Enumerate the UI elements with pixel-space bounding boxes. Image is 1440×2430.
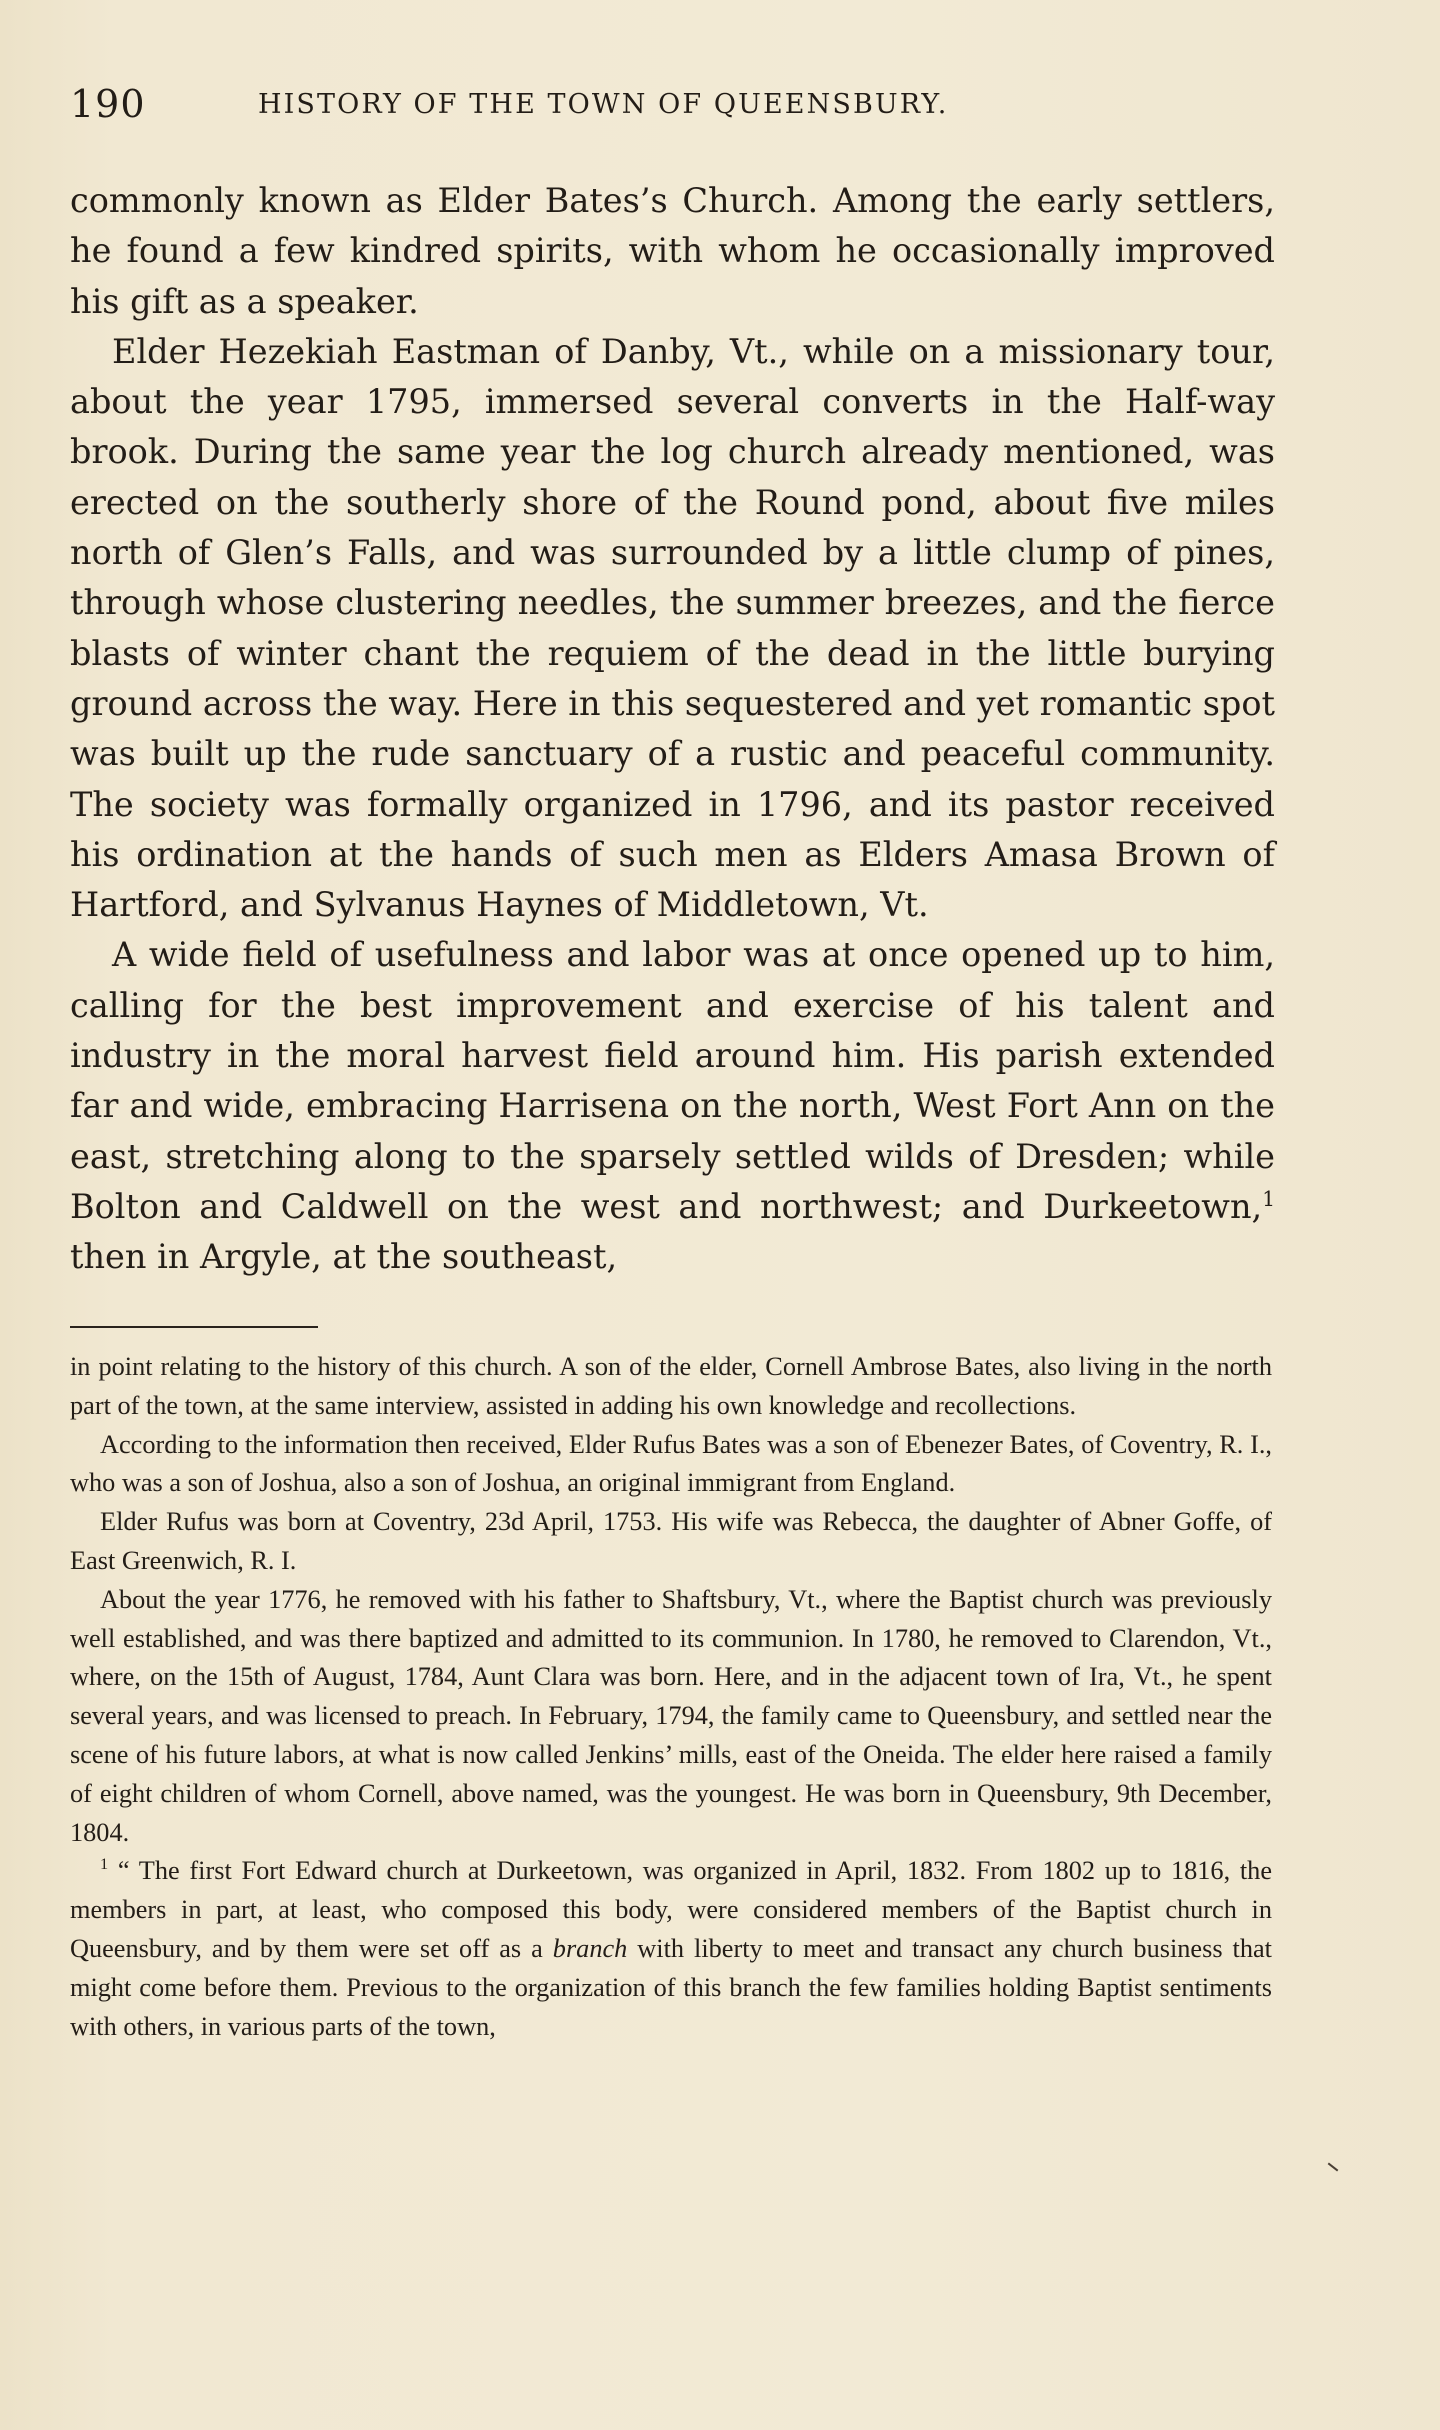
body-paragraph xyxy=(70,930,1275,1282)
body-paragraph: commonly known as Elder Bates’s Church. Among the early settlers, he found a few kindred spirits, with whom he occasionally improved his gift as a speaker. xyxy=(70,181,1275,321)
body-paragraph: Elder Hezekiah Eastman of Danby, Vt., while on a missionary tour, about the year 1795, immersed several converts in the Half-way brook. During the same year the log church already mentioned, was erected on the southerly shore of the Round pond, about five miles north of Glen’s Falls, and was surrounded by a little clump of pines, through whose clustering needles, the summer breezes, and the fierce blasts of winter chant the requiem of the dead in the little burying ground across the way. Here in this sequestered and yet romantic spot was built up the rude sanctuary of a rustic and peaceful community. The society was formally organized in 1796, and its pastor received his ordination at the hands of such men as Elders Amasa Brown of Hartford, and Sylvanus Haynes of Middletown, Vt. xyxy=(70,331,1275,925)
stray-mark xyxy=(1328,2163,1339,2172)
footnote-text: “ The first Fort Edward church at Durkeetown, was organized in April, 1832. From 1802 up to 1816, the members in part, at least, who composed this body, were considered members of the Baptist church in Queensbury, and by them were set off as a xyxy=(70,1856,1272,1963)
running-head xyxy=(70,82,1280,134)
page-number: 190 xyxy=(70,82,146,126)
footnote-paragraph: Elder Rufus was born at Coventry, 23d April, 1753. His wife was Rebecca, the daughter of Abner Goffe, of East Greenwich, R. I. xyxy=(70,1507,1272,1575)
footnote-italic-term: branch xyxy=(552,1933,628,1963)
main-text xyxy=(70,176,1275,1283)
footnote-paragraph: About the year 1776, he removed with his father to Shaftsbury, Vt., where the Baptist church was previously well established, and was there baptized and admitted to its communion. In 1780, he removed to Clarendon, Vt., where, on the 15th of August, 1784, Aunt Clara was born. Here, and in the adjacent town of Ira, Vt., he spent several years, and was licensed to preach. In February, 1794, the family came to Queensbury, and settled near the scene of his future labors, at what is now called Jenkins’ mills, east of the Oneida. The elder here raised a family of eight children of whom Cornell, above named, was the youngest. He was born in Queensbury, 9th December, 1804. xyxy=(70,1584,1272,1847)
footnote-mark: 1 xyxy=(100,1854,109,1874)
body-paragraph-text: then in Argyle, at the southeast, xyxy=(70,1237,618,1277)
footnotes xyxy=(70,1348,1272,2046)
footnote-paragraph: in point relating to the history of this church. A son of the elder, Cornell Ambrose Bates, also living in the north part of the town, at the same interview, assisted in adding his own knowledge and recollections. xyxy=(70,1352,1272,1420)
footnote-1 xyxy=(70,1852,1272,2046)
footnote-reference: 1 xyxy=(1262,1186,1275,1211)
footnote-text: with liberty to meet and transact any church business that might come before them. Previous to the organization of this branch the few families holding Baptist sentiments with others, in various parts of the town, xyxy=(70,1933,1272,2041)
body-paragraph-text: A wide field of usefulness and labor was at once opened up to him, calling for the best improvement and exercise of his talent and industry in the moral harvest field around him. His parish extended far and wide, embracing Harrisena on the north, West Fort Ann on the east, stretching along to the sparsely settled wilds of Dresden; while Bolton and Caldwell on the west and northwest; and Durkeetown, xyxy=(70,935,1275,1226)
footnote-divider xyxy=(70,1326,318,1328)
running-title: HISTORY OF THE TOWN OF QUEENSBURY. xyxy=(258,89,949,120)
footnote-paragraph: According to the information then received, Elder Rufus Bates was a son of Ebenezer Bates, of Coventry, R. I., who was a son of Joshua, also a son of Joshua, an original immigrant from England. xyxy=(70,1429,1272,1498)
